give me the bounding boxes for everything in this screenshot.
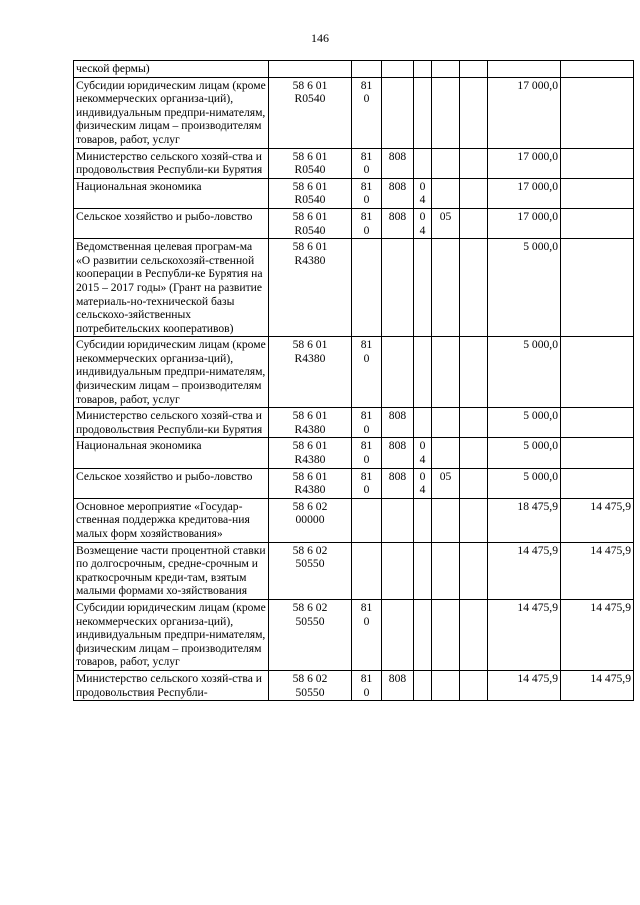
section-code (414, 77, 432, 148)
target-code-part2: R0540 (294, 193, 326, 207)
section-code-part1: 0 (419, 439, 426, 453)
amount-total-text: 5 000,0 (523, 409, 558, 423)
expense-type-code (460, 599, 488, 670)
grbs-code-part1: 81 (360, 469, 373, 483)
section-code-part2: 4 (419, 193, 426, 207)
amount-total (488, 239, 561, 337)
grbs-code-part1: 81 (360, 179, 373, 193)
amount-federal (561, 61, 634, 78)
table-row (74, 337, 634, 408)
department-code-text: 808 (388, 149, 407, 163)
grbs-code (352, 239, 382, 337)
expense-type-code (460, 178, 488, 208)
department-code-text: 808 (388, 209, 407, 223)
item-name-text: Субсидии юридическим лицам (кроме некоммерческих организа-ций), индивидуальным предпри-нимателям, физическим лицам – производителям товаров, работ, услуг (76, 600, 266, 669)
amount-total-text: 14 475,9 (517, 671, 558, 685)
item-name (74, 61, 269, 78)
grbs-code-part1: 81 (360, 600, 373, 614)
grbs-code-part1: 81 (360, 78, 373, 92)
department-code (382, 438, 414, 468)
section-code (414, 670, 432, 700)
amount-total-text: 5 000,0 (523, 240, 558, 254)
target-code-part2: 00000 (295, 513, 325, 527)
department-code-text: 808 (388, 179, 407, 193)
item-name (74, 599, 269, 670)
grbs-code (352, 148, 382, 178)
amount-total (488, 599, 561, 670)
item-name (74, 542, 269, 599)
section-code-part2: 4 (419, 483, 426, 497)
item-name-text: Субсидии юридическим лицам (кроме некоммерческих организа-ций), индивидуальным предпри-нимателям, физическим лицам – производителям товаров, работ, услуг (76, 78, 266, 146)
target-code-part1: 58 6 01 (292, 469, 328, 483)
amount-total-text: 5 000,0 (523, 338, 558, 352)
subsection-code (432, 468, 460, 498)
target-code-part1: 58 6 02 (292, 600, 328, 614)
target-code-part1: 58 6 01 (292, 409, 328, 423)
section-code-part1: 0 (419, 469, 426, 483)
expense-type-code (460, 498, 488, 542)
section-code (414, 599, 432, 670)
target-code-part2: R0540 (294, 92, 326, 106)
item-name (74, 178, 269, 208)
amount-total-text: 5 000,0 (523, 469, 558, 483)
amount-federal (561, 77, 634, 148)
item-name-text: Национальная экономика (76, 439, 202, 453)
department-code-text: 808 (388, 671, 407, 685)
amount-total (488, 337, 561, 408)
target-code-part1: 58 6 01 (292, 149, 328, 163)
item-name-text: Субсидии юридическим лицам (кроме некоммерческих организа-ций), индивидуальным предпри-нимателям, физическим лицам – производителям товаров, работ, услуг (76, 338, 266, 406)
amount-federal (561, 337, 634, 408)
subsection-code-text: 05 (439, 209, 452, 223)
section-code (414, 61, 432, 78)
grbs-code (352, 438, 382, 468)
subsection-code (432, 178, 460, 208)
target-code (269, 498, 352, 542)
amount-total (488, 178, 561, 208)
grbs-code (352, 542, 382, 599)
expense-type-code (460, 670, 488, 700)
grbs-code-part1: 81 (360, 439, 373, 453)
target-code-part2: R4380 (294, 422, 326, 436)
amount-federal-text: 14 475,9 (590, 671, 631, 685)
target-code-part1: 58 6 01 (292, 439, 328, 453)
amount-total-text: 17 000,0 (517, 209, 558, 223)
item-name (74, 337, 269, 408)
amount-federal-text: 14 475,9 (590, 499, 631, 513)
section-code (414, 148, 432, 178)
budget-table (73, 60, 634, 701)
amount-federal (561, 148, 634, 178)
department-code (382, 670, 414, 700)
expense-type-code (460, 239, 488, 337)
grbs-code-part1: 81 (360, 671, 373, 685)
section-code (414, 438, 432, 468)
amount-total-text: 14 475,9 (517, 600, 558, 614)
amount-total (488, 208, 561, 238)
expense-type-code (460, 468, 488, 498)
section-code (414, 408, 432, 438)
department-code-text: 808 (388, 439, 407, 453)
amount-federal (561, 408, 634, 438)
item-name-text: Министерство сельского хозяй-ства и продовольствия Республи-ки Бурятия (76, 149, 263, 177)
amount-total (488, 542, 561, 599)
target-code-part1: 58 6 01 (292, 78, 328, 92)
table-row (74, 61, 634, 78)
table-row (74, 599, 634, 670)
target-code-part2: 50550 (295, 685, 325, 699)
target-code-part1: 58 6 02 (292, 671, 328, 685)
subsection-code (432, 670, 460, 700)
section-code (414, 239, 432, 337)
target-code-part2: 50550 (295, 614, 325, 628)
department-code (382, 498, 414, 542)
grbs-code-part2: 0 (363, 453, 370, 467)
amount-federal (561, 542, 634, 599)
table-row (74, 239, 634, 337)
target-code (269, 208, 352, 238)
subsection-code (432, 148, 460, 178)
amount-total-text: 17 000,0 (517, 78, 558, 92)
section-code-part2: 4 (419, 453, 426, 467)
grbs-code-part2: 0 (363, 685, 370, 699)
item-name (74, 208, 269, 238)
target-code (269, 438, 352, 468)
item-name (74, 77, 269, 148)
target-code-part2: R4380 (294, 253, 326, 267)
section-code-part1: 0 (419, 179, 426, 193)
section-code (414, 208, 432, 238)
item-name-text: ческой фермы) (76, 62, 150, 75)
grbs-code (352, 61, 382, 78)
department-code-text: 808 (388, 409, 407, 423)
subsection-code (432, 542, 460, 599)
section-code (414, 178, 432, 208)
amount-federal (561, 468, 634, 498)
grbs-code (352, 670, 382, 700)
amount-total (488, 61, 561, 78)
item-name-text: Министерство сельского хозяй-ства и продовольствия Республи- (76, 671, 262, 699)
target-code-part1: 58 6 01 (292, 209, 328, 223)
amount-total-text: 14 475,9 (517, 543, 558, 557)
item-name-text: Национальная экономика (76, 179, 202, 193)
subsection-code (432, 337, 460, 408)
amount-federal-text: 14 475,9 (590, 600, 631, 614)
item-name-text: Сельское хозяйство и рыбо-ловство (76, 209, 253, 223)
item-name-text: Возмещение части процентной ставки по долгосрочным, средне-срочным и краткосрочным креди-там, взятым малыми формами хо-зяйствования (76, 543, 266, 598)
subsection-code (432, 239, 460, 337)
item-name (74, 670, 269, 700)
target-code (269, 599, 352, 670)
target-code-part1: 58 6 01 (292, 179, 328, 193)
department-code (382, 337, 414, 408)
subsection-code (432, 498, 460, 542)
grbs-code-part2: 0 (363, 193, 370, 207)
expense-type-code (460, 77, 488, 148)
section-code-part1: 0 (419, 209, 426, 223)
amount-federal (561, 498, 634, 542)
subsection-code (432, 599, 460, 670)
department-code (382, 468, 414, 498)
target-code (269, 542, 352, 599)
grbs-code-part2: 0 (363, 351, 370, 365)
expense-type-code (460, 61, 488, 78)
grbs-code (352, 408, 382, 438)
department-code (382, 148, 414, 178)
target-code (269, 61, 352, 78)
grbs-code (352, 468, 382, 498)
target-code-part1: 58 6 02 (292, 499, 328, 513)
table-row (74, 468, 634, 498)
target-code-part2: 50550 (295, 557, 325, 571)
item-name (74, 438, 269, 468)
target-code (269, 239, 352, 337)
table-row (74, 148, 634, 178)
amount-total (488, 408, 561, 438)
expense-type-code (460, 148, 488, 178)
section-code-part2: 4 (419, 223, 426, 237)
amount-total-text: 17 000,0 (517, 179, 558, 193)
amount-total (488, 468, 561, 498)
item-name-text: Ведомственная целевая програм-ма «О развитии сельскохозяй-ственной кооперации в Республи-ке Бурятия на 2015 – 2017 годы» (Грант на развитие материаль-но-технической базы сельскохо-зяйственных потребительских кооперативов) (76, 240, 263, 335)
subsection-code (432, 208, 460, 238)
department-code (382, 77, 414, 148)
grbs-code (352, 599, 382, 670)
page-number: 146 (311, 31, 329, 45)
target-code (269, 148, 352, 178)
table-row (74, 178, 634, 208)
subsection-code (432, 408, 460, 438)
subsection-code (432, 77, 460, 148)
item-name (74, 468, 269, 498)
grbs-code-part2: 0 (363, 422, 370, 436)
table-row (74, 208, 634, 238)
grbs-code (352, 77, 382, 148)
item-name (74, 148, 269, 178)
section-code (414, 337, 432, 408)
grbs-code-part2: 0 (363, 614, 370, 628)
target-code-part2: R4380 (294, 453, 326, 467)
table-row (74, 670, 634, 700)
subsection-code-text: 05 (439, 469, 452, 483)
item-name (74, 498, 269, 542)
expense-type-code (460, 208, 488, 238)
amount-total (488, 148, 561, 178)
expense-type-code (460, 408, 488, 438)
item-name (74, 408, 269, 438)
target-code (269, 178, 352, 208)
amount-total-text: 18 475,9 (517, 499, 558, 513)
section-code (414, 498, 432, 542)
item-name-text: Основное мероприятие «Государ-ственная поддержка кредитова-ния малых форм хозяйствования» (76, 499, 250, 540)
amount-total (488, 77, 561, 148)
subsection-code (432, 438, 460, 468)
grbs-code-part2: 0 (363, 483, 370, 497)
table-row (74, 408, 634, 438)
department-code-text: 808 (388, 469, 407, 483)
department-code (382, 208, 414, 238)
grbs-code (352, 208, 382, 238)
grbs-code-part2: 0 (363, 223, 370, 237)
target-code (269, 670, 352, 700)
target-code-part1: 58 6 01 (292, 338, 328, 352)
target-code (269, 337, 352, 408)
expense-type-code (460, 337, 488, 408)
item-name (74, 239, 269, 337)
amount-federal (561, 599, 634, 670)
subsection-code (432, 61, 460, 78)
department-code (382, 599, 414, 670)
amount-federal (561, 178, 634, 208)
target-code (269, 468, 352, 498)
amount-total-text: 5 000,0 (523, 439, 558, 453)
item-name-text: Сельское хозяйство и рыбо-ловство (76, 469, 253, 483)
department-code (382, 542, 414, 599)
department-code (382, 61, 414, 78)
table-row (74, 438, 634, 468)
grbs-code-part2: 0 (363, 163, 370, 177)
target-code-part2: R4380 (294, 351, 326, 365)
grbs-code-part1: 81 (360, 149, 373, 163)
amount-total (488, 498, 561, 542)
section-code (414, 542, 432, 599)
grbs-code-part1: 81 (360, 209, 373, 223)
amount-federal (561, 239, 634, 337)
table-row (74, 542, 634, 599)
grbs-code (352, 337, 382, 408)
expense-type-code (460, 438, 488, 468)
target-code (269, 408, 352, 438)
department-code (382, 178, 414, 208)
section-code (414, 468, 432, 498)
target-code-part1: 58 6 02 (292, 543, 328, 557)
amount-federal (561, 670, 634, 700)
item-name-text: Министерство сельского хозяй-ства и продовольствия Республи-ки Бурятия (76, 409, 263, 436)
grbs-code-part2: 0 (363, 92, 370, 106)
target-code-part2: R4380 (294, 483, 326, 497)
grbs-code-part1: 81 (360, 338, 373, 352)
table-row (74, 77, 634, 148)
amount-federal (561, 208, 634, 238)
target-code (269, 77, 352, 148)
department-code (382, 408, 414, 438)
target-code-part2: R0540 (294, 223, 326, 237)
target-code-part2: R0540 (294, 163, 326, 177)
department-code (382, 239, 414, 337)
grbs-code-part1: 81 (360, 409, 373, 423)
amount-total (488, 438, 561, 468)
table-row (74, 498, 634, 542)
target-code-part1: 58 6 01 (292, 240, 328, 254)
grbs-code (352, 178, 382, 208)
amount-federal-text: 14 475,9 (590, 543, 631, 557)
amount-total-text: 17 000,0 (517, 149, 558, 163)
amount-federal (561, 438, 634, 468)
grbs-code (352, 498, 382, 542)
expense-type-code (460, 542, 488, 599)
amount-total (488, 670, 561, 700)
